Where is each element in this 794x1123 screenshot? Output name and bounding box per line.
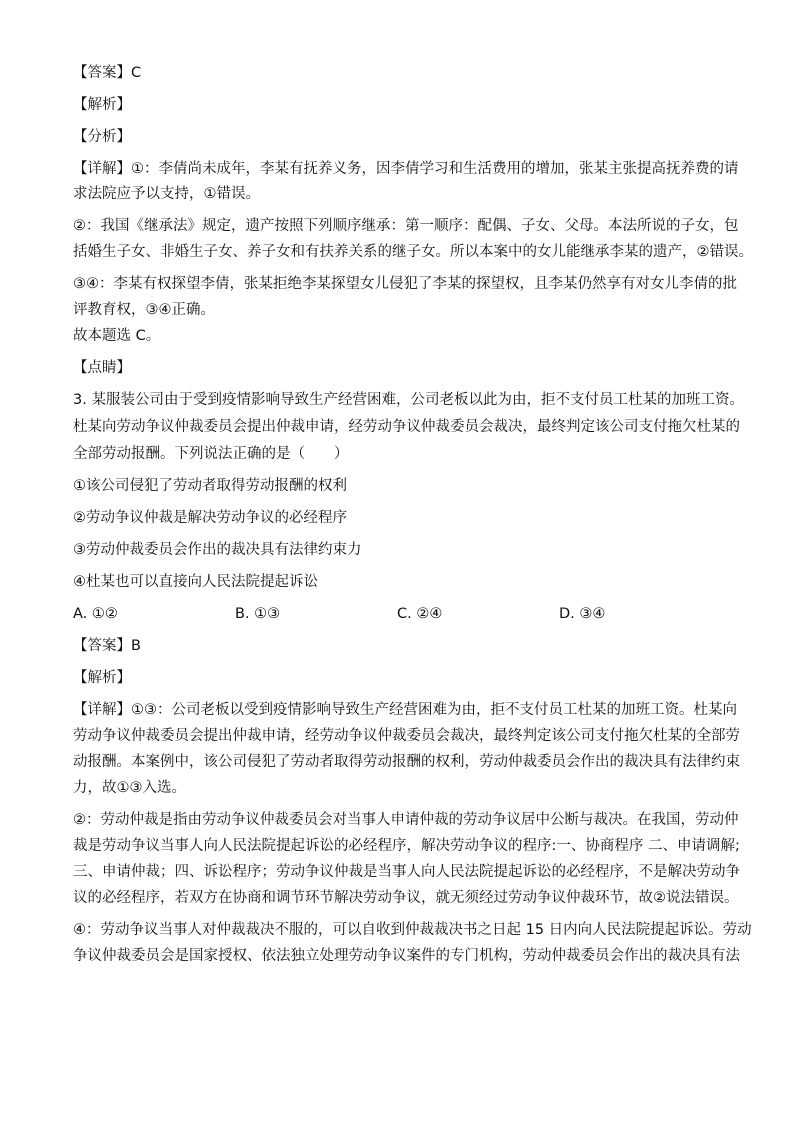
detail-line: 争议仲裁委员会是国家授权、依法独立处理劳动争议案件的专门机构，劳动仲裁委员会作出的裁决具有法 [73, 948, 740, 964]
detail-line: ③④：李某有权探望李倩，张某拒绝李某探望女儿侵犯了李某的探望权，且李某仍然享有对女儿李倩的批 [73, 276, 737, 292]
detail-line: ②：劳动仲裁是指由劳动争议仲裁委员会对当事人申请仲裁的劳动争议居中公断与裁决。在我国，劳动仲 [73, 812, 739, 828]
fenxi-label: 【分析】 [73, 129, 131, 145]
detail-line: 动报酬。本案例中，该公司侵犯了劳动者取得劳动报酬的权利，劳动仲裁委员会作出的裁决具有法律约束 [73, 754, 740, 770]
statement-3: ③劳动仲裁委员会作出的裁决具有法律约束力 [73, 542, 362, 558]
question-stem-line: 3. 某服装公司由于受到疫情影响导致生产经营困难，公司老板以此为由，拒不支付员工杜某的加班工资。 [73, 392, 744, 408]
detail-line: ④：劳动争议当事人对仲裁裁决不服的，可以自收到仲裁裁决书之日起 15 日内向人民法院提起诉讼。劳动 [73, 922, 752, 938]
statement-2: ②劳动争议仲裁是解决劳动争议的必经程序 [73, 510, 347, 526]
answer-label: 【答案】B [73, 638, 141, 654]
detail-line: 力，故①③入选。 [73, 780, 186, 796]
question-stem-line: 全部劳动报酬。下列说法正确的是（ ） [73, 446, 349, 462]
detail-line: 【详解】①：李倩尚未成年，李某有抚养义务，因李倩学习和生活费用的增加，张某主张提高抚养费的请 [73, 161, 739, 177]
statement-4: ④杜某也可以直接向人民法院提起诉讼 [73, 574, 318, 590]
analysis-label: 【解析】 [73, 670, 131, 686]
detail-line: 【详解】①③：公司老板以受到疫情影响导致生产经营困难为由，拒不支付员工杜某的加班工资。杜某向 [73, 702, 737, 718]
detail-line: 劳动争议仲裁委员会提出仲裁申请，经劳动争议仲裁委员会裁决，最终判定该公司支付拖欠杜某的全部劳 [73, 728, 740, 744]
document-page [73, 63, 753, 972]
option-a: A. ①② [73, 606, 118, 622]
dianjing-label: 【点睛】 [73, 360, 131, 376]
answer-label: 【答案】C [73, 65, 142, 81]
question-stem-line: 杜某向劳动争议仲裁委员会提出仲裁申请，经劳动争议仲裁委员会裁决，最终判定该公司支付拖欠杜某的 [73, 419, 740, 435]
conclusion-line: 故本题选 C。 [73, 328, 161, 344]
detail-line: ②：我国《继承法》规定，遗产按照下列顺序继承：第一顺序：配偶、子女、父母。本法所说的子女，包 [73, 218, 739, 234]
detail-line: 裁是劳动争议当事人向人民法院提起诉讼的必经程序，解决劳动争议的程序:一、协商程序 二、申请调解; [73, 838, 740, 854]
detail-line: 括婚生子女、非婚生子女、养子女和有扶养关系的继子女。所以本案中的女儿能继承李某的遗产，②错误。 [73, 244, 753, 260]
option-b: B. ①③ [235, 606, 281, 622]
detail-line: 三、申请仲裁；四、诉讼程序；劳动争议仲裁是当事人向人民法院提起诉讼的必经程序，不是解决劳动争 [73, 864, 740, 880]
statement-1: ①该公司侵犯了劳动者取得劳动报酬的权利 [73, 478, 347, 494]
detail-line: 评教育权，③④正确。 [73, 302, 215, 318]
answer-options [73, 604, 723, 636]
analysis-label: 【解析】 [73, 97, 131, 113]
detail-line: 求法院应予以支持，①错误。 [73, 186, 260, 202]
option-d: D. ③④ [559, 606, 606, 622]
detail-line: 议的必经程序，若双方在协商和调节环节解决劳动争议，就无须经过劳动争议仲裁环节，故②说法错误。 [73, 890, 739, 906]
option-c: C. ②④ [397, 606, 443, 622]
